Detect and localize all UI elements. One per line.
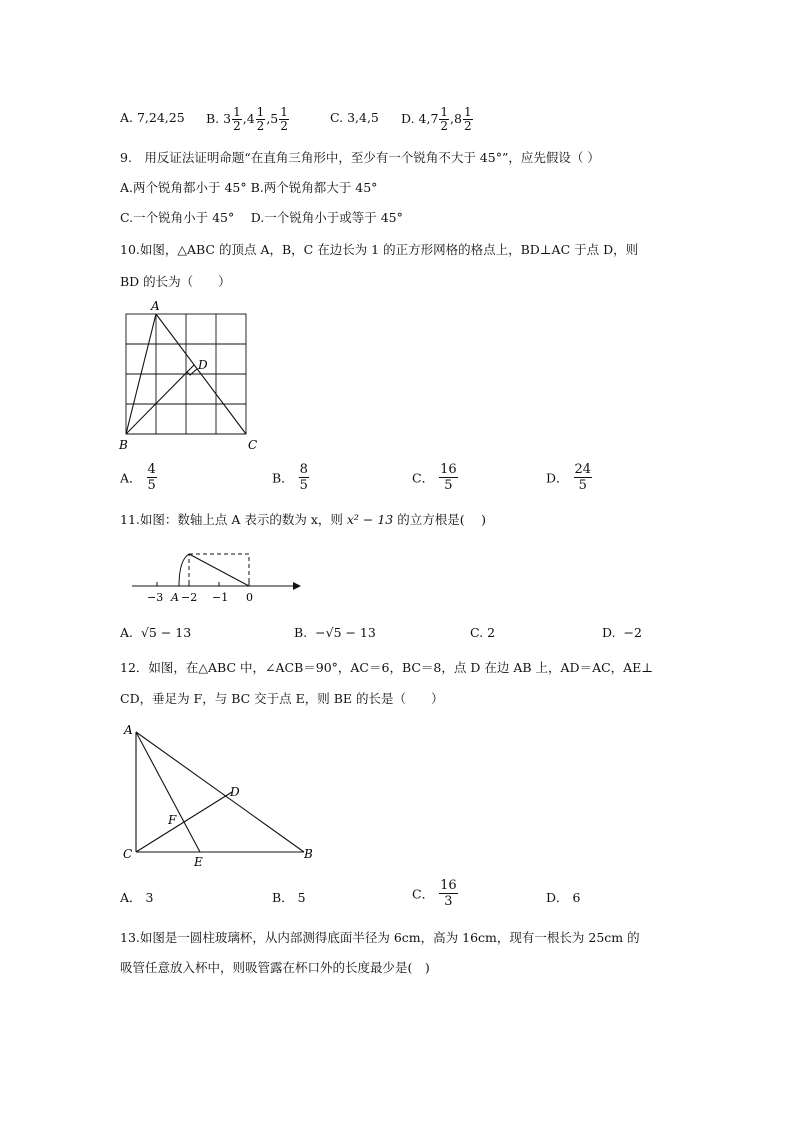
label-b: B [119,438,128,452]
q11-option-d: D. −2 [602,625,642,640]
half-fraction: $\frac{1}{2}$ [463,105,472,133]
q11-number-line-figure [128,546,308,608]
q11-option-b: B. −√5 − 13 [294,625,376,640]
q10-option-a: A． $\frac{4}{5}$ [120,462,156,493]
arrow-head [293,582,301,590]
label-e: E [194,855,203,868]
tick-minus-3: −3 [147,591,164,604]
q10-option-c: C． $\frac{16}{5}$ [412,462,457,493]
construction [179,554,249,586]
q13-stem-line1: 13.如图是一圆柱玻璃杯，从内部测得底面半径为 6cm，高为 16cm，现有一根长为 25cm 的 [120,930,640,945]
q10-grid-figure [110,296,280,456]
q12-stem-line1: 12．如图，在△ABC 中，∠ACB＝90°，AC＝6，BC＝8，点 D 在边 AB 上，AD＝AC，AE⊥ [120,660,654,675]
q8-option-a: A. 7,24,25 [120,110,185,125]
label-f: F [168,813,177,827]
tick-0: 0 [246,591,253,604]
label-d: D [230,785,240,799]
q10-stem-line1: 10.如图，△ABC 的顶点 A，B，C 在边长为 1 的正方形网格的格点上，BD⊥AC 于点 D，则 [120,242,639,257]
q10-option-b: B． $\frac{8}{5}$ [272,462,308,493]
q12-option-b: B． 5 [272,890,306,905]
segment-bd [126,365,194,434]
tick-minus-2: −2 [181,591,198,604]
fraction-16-5: $\frac{16}{5}$ [440,462,457,493]
fraction-4-5: $\frac{4}{5}$ [147,462,156,493]
segment-cd [136,792,232,852]
fraction-16-3: $\frac{16}{3}$ [440,878,457,909]
q11-option-c: C. 2 [470,625,496,640]
half-fraction: $\frac{1}{2}$ [233,105,241,133]
arc [179,554,189,586]
number-line [132,582,293,586]
side-ab [136,732,304,852]
q11-stem: 11.如图：数轴上点 A 表示的数为 x，则 x² − 13 的立方根是( ) [120,512,486,527]
q8-option-c: C. 3,4,5 [330,110,379,125]
q12-option-c: C． $\frac{16}{3}$ [412,878,457,909]
q8-option-b: B. 3 $\frac{1}{2}$ ,4 $\frac{1}{2}$ ,5 $\frac{1}{2}$ [206,105,288,133]
q13-stem-line2: 吸管任意放入杯中，则吸管露在杯口外的长度最少是( ) [120,960,430,975]
half-fraction: $\frac{1}{2}$ [256,105,265,133]
label-c: C [248,438,258,452]
q9-stem: 9. 用反证法证明命题“在直角三角形中，至少有一个锐角不大于 45°”，应先假设（ ） [120,150,600,165]
fraction-8-5: $\frac{8}{5}$ [299,462,308,493]
expression-x-squared-minus-13: x² − 13 [346,512,394,527]
label-c: C [123,847,133,861]
q12-triangle-figure [116,718,326,868]
segment-ae [136,732,200,852]
half-fraction: $\frac{1}{2}$ [280,105,288,133]
q12-stem-line2: CD，垂足为 F，与 BC 交于点 E，则 BE 的长是（ ） [120,691,444,706]
tick-minus-1: −1 [212,591,229,604]
tick-a: A [171,591,179,604]
fraction-24-5: $\frac{24}{5}$ [574,462,592,493]
label-a: A [124,723,133,737]
label-a: A [151,299,160,313]
q12-option-d: D． 6 [546,890,581,905]
q12-option-a: A． 3 [120,890,154,905]
label-b: B [304,847,313,861]
q10-option-d: D． $\frac{24}{5}$ [546,462,592,493]
half-fraction: $\frac{1}{2}$ [440,105,449,133]
q8-option-d: D. 4,7 $\frac{1}{2}$ ,8 $\frac{1}{2}$ [401,105,472,133]
q11-option-a: A. √5 − 13 [120,625,192,640]
label-d: D [198,358,208,372]
q9-options-cd: C.一个锐角小于 45° D.一个锐角小于或等于 45° [120,210,403,225]
q9-options-ab: A.两个锐角都小于 45° B.两个锐角都大于 45° [120,180,378,195]
q10-stem-line2: BD 的长为（ ） [120,274,231,289]
